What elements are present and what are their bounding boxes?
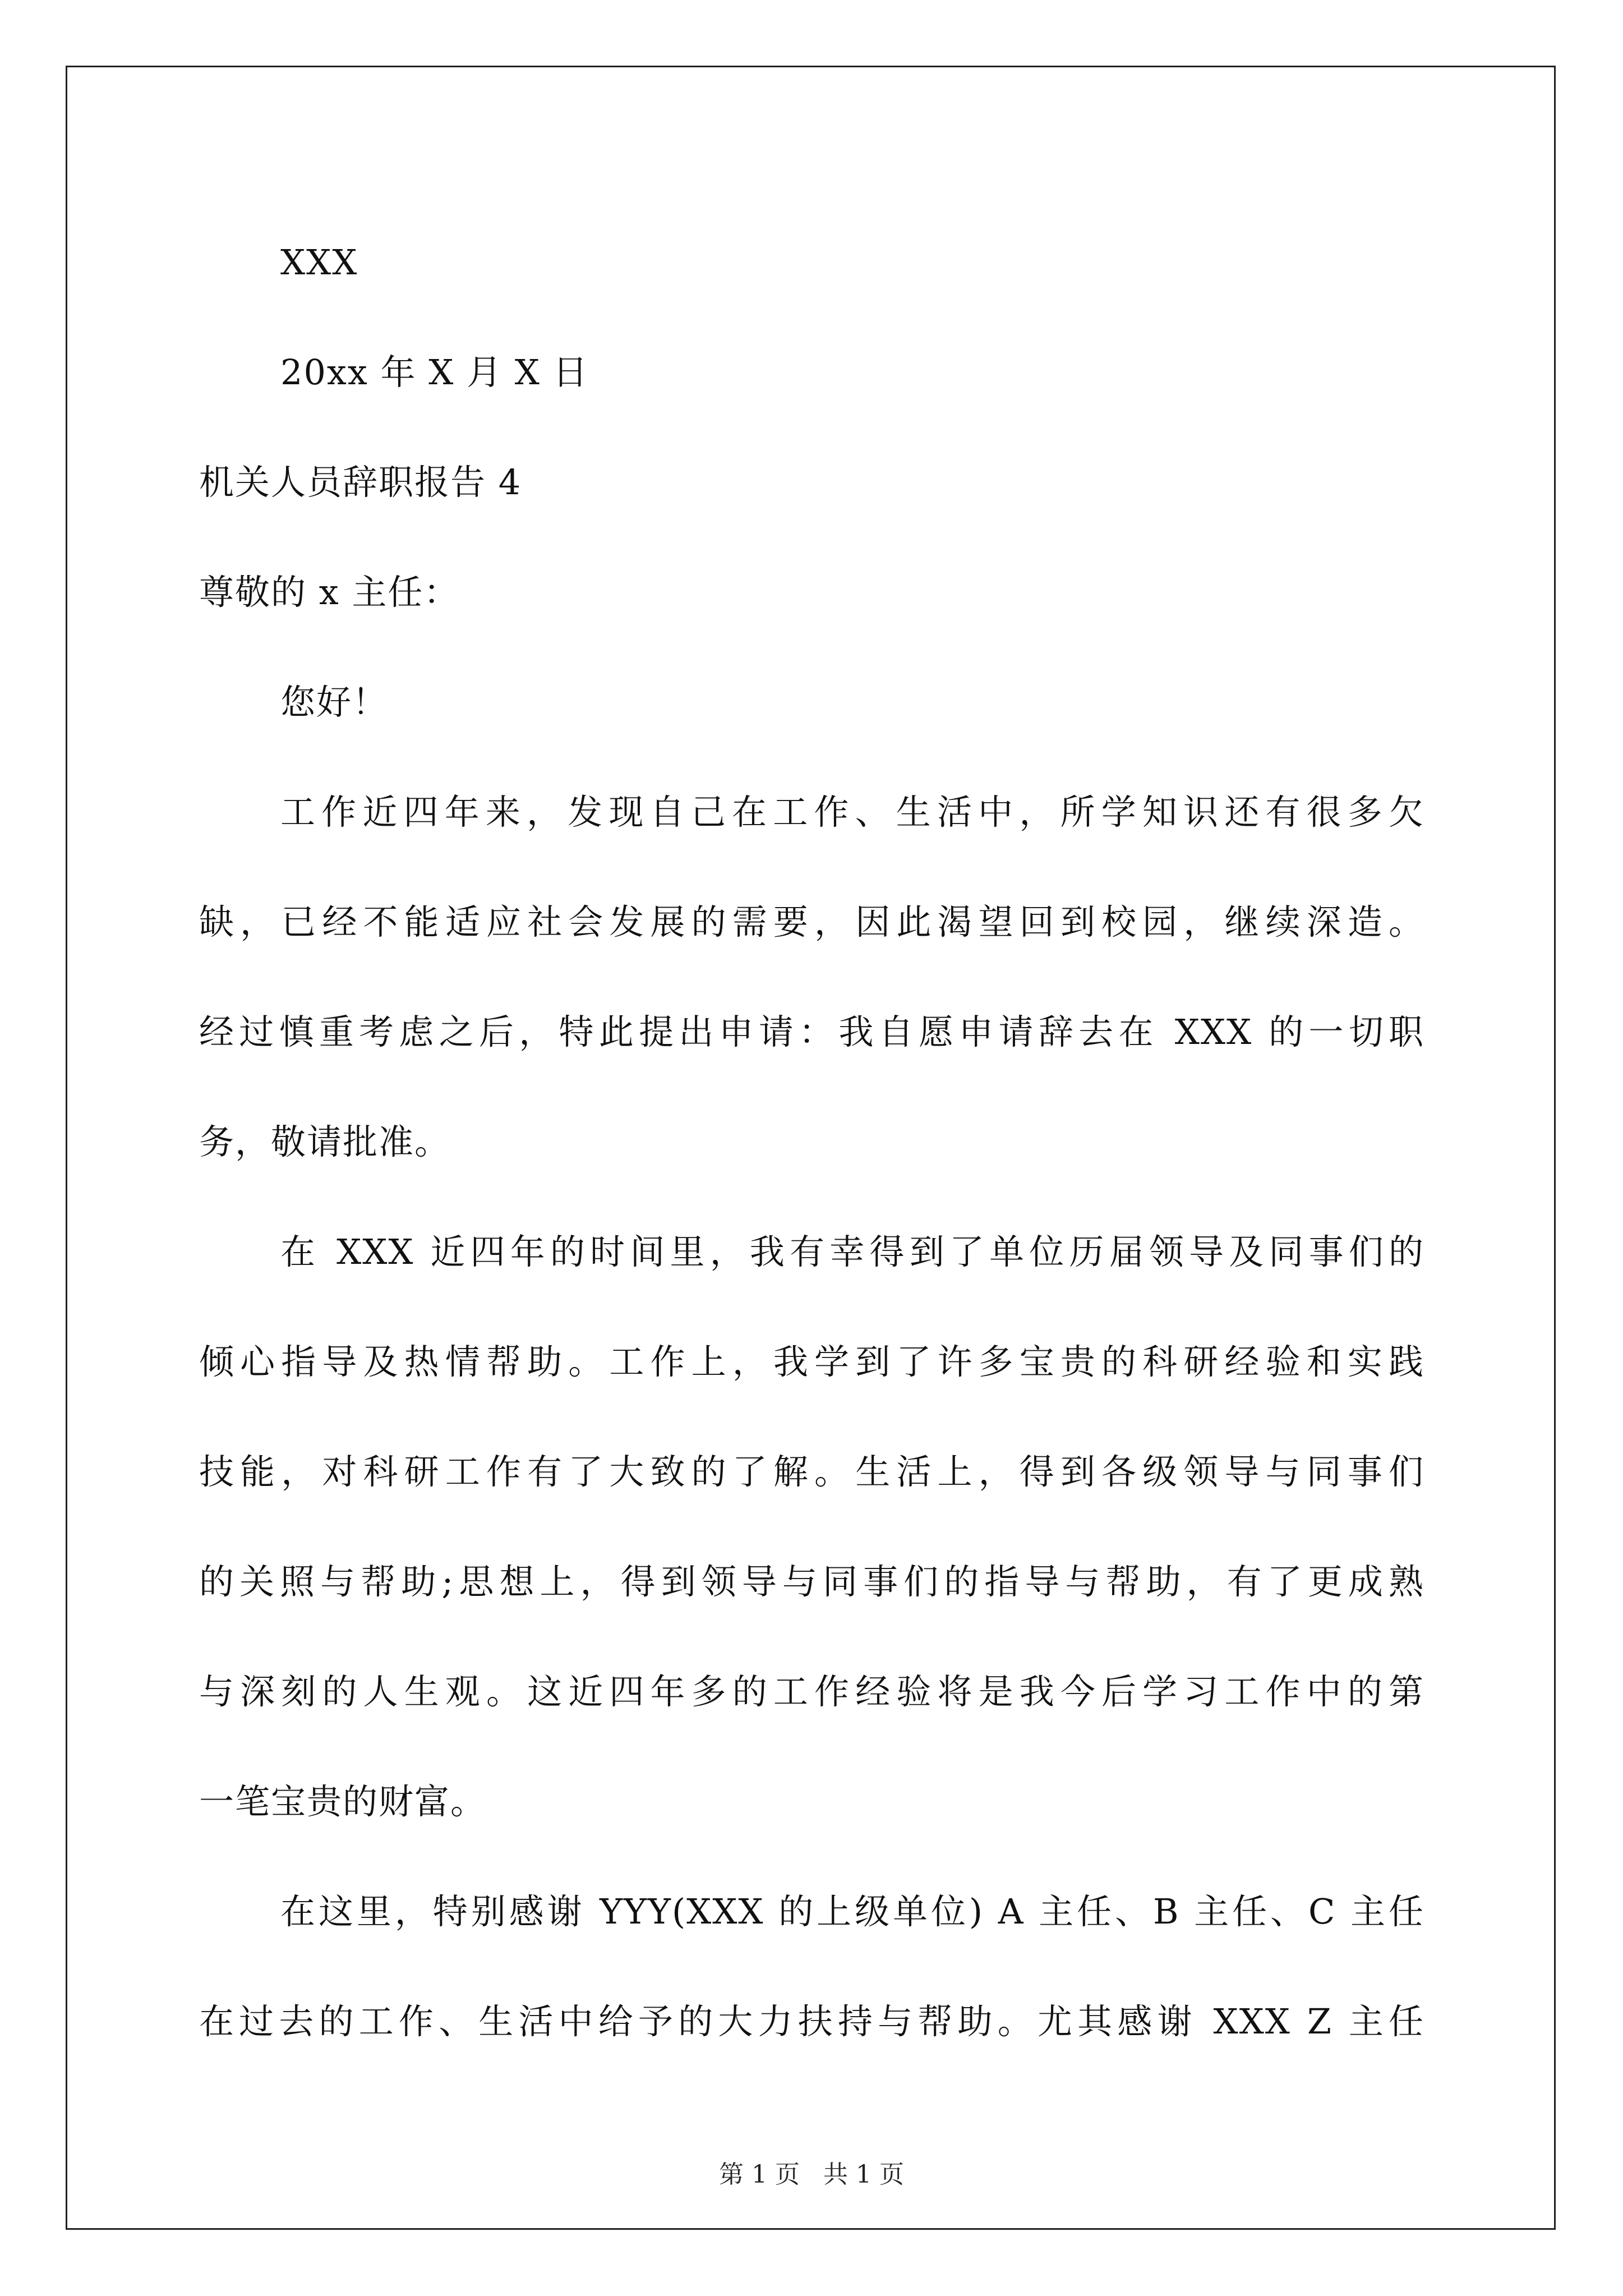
- salutation: 尊敬的 x 主任：: [199, 572, 460, 613]
- paragraph-line: 工作近四年来，发现自己在工作、生活中，所学知识还有很多欠: [280, 792, 1424, 832]
- page-number: 第 1 页: [719, 2160, 800, 2189]
- greeting: 您好！: [280, 682, 389, 723]
- document-title: 机关人员辞职报告 4: [199, 462, 522, 503]
- paragraph-line: 的关照与帮助;思想上，得到领导与同事们的指导与帮助，有了更成熟: [199, 1561, 1424, 1602]
- page-total: 共 1 页: [823, 2160, 904, 2189]
- paragraph-line: 在过去的工作、生活中给予的大力扶持与帮助。尤其感谢 XXX Z 主任: [199, 2001, 1424, 2042]
- paragraph-line: 与深刻的人生观。这近四年多的工作经验将是我今后学习工作中的第: [199, 1671, 1424, 1712]
- signature-line: XXX: [280, 242, 358, 283]
- paragraph-line: 务，敬请批准。: [199, 1121, 451, 1162]
- paragraph-line: 一笔宝贵的财富。: [199, 1781, 487, 1822]
- page-footer: [0, 2154, 1623, 2190]
- paragraph-line: 技能，对科研工作有了大致的了解。生活上，得到各级领导与同事们: [199, 1451, 1424, 1492]
- paragraph-line: 在 XXX 近四年的时间里，我有幸得到了单位历届领导及同事们的: [280, 1231, 1424, 1272]
- paragraph-line: 倾心指导及热情帮助。工作上，我学到了许多宝贵的科研经验和实践: [199, 1341, 1424, 1382]
- paragraph-line: 经过慎重考虑之后，特此提出申请：我自愿申请辞去在 XXX 的一切职: [199, 1011, 1424, 1052]
- paragraph-line: 在这里，特别感谢 YYY(XXX 的上级单位) A 主任、B 主任、C 主任: [280, 1891, 1424, 1932]
- document-body: [199, 208, 1424, 2077]
- paragraph-line: 缺，已经不能适应社会发展的需要，因此渴望回到校园，继续深造。: [199, 901, 1424, 942]
- date-line: 20xx 年 X 月 X 日: [280, 352, 589, 393]
